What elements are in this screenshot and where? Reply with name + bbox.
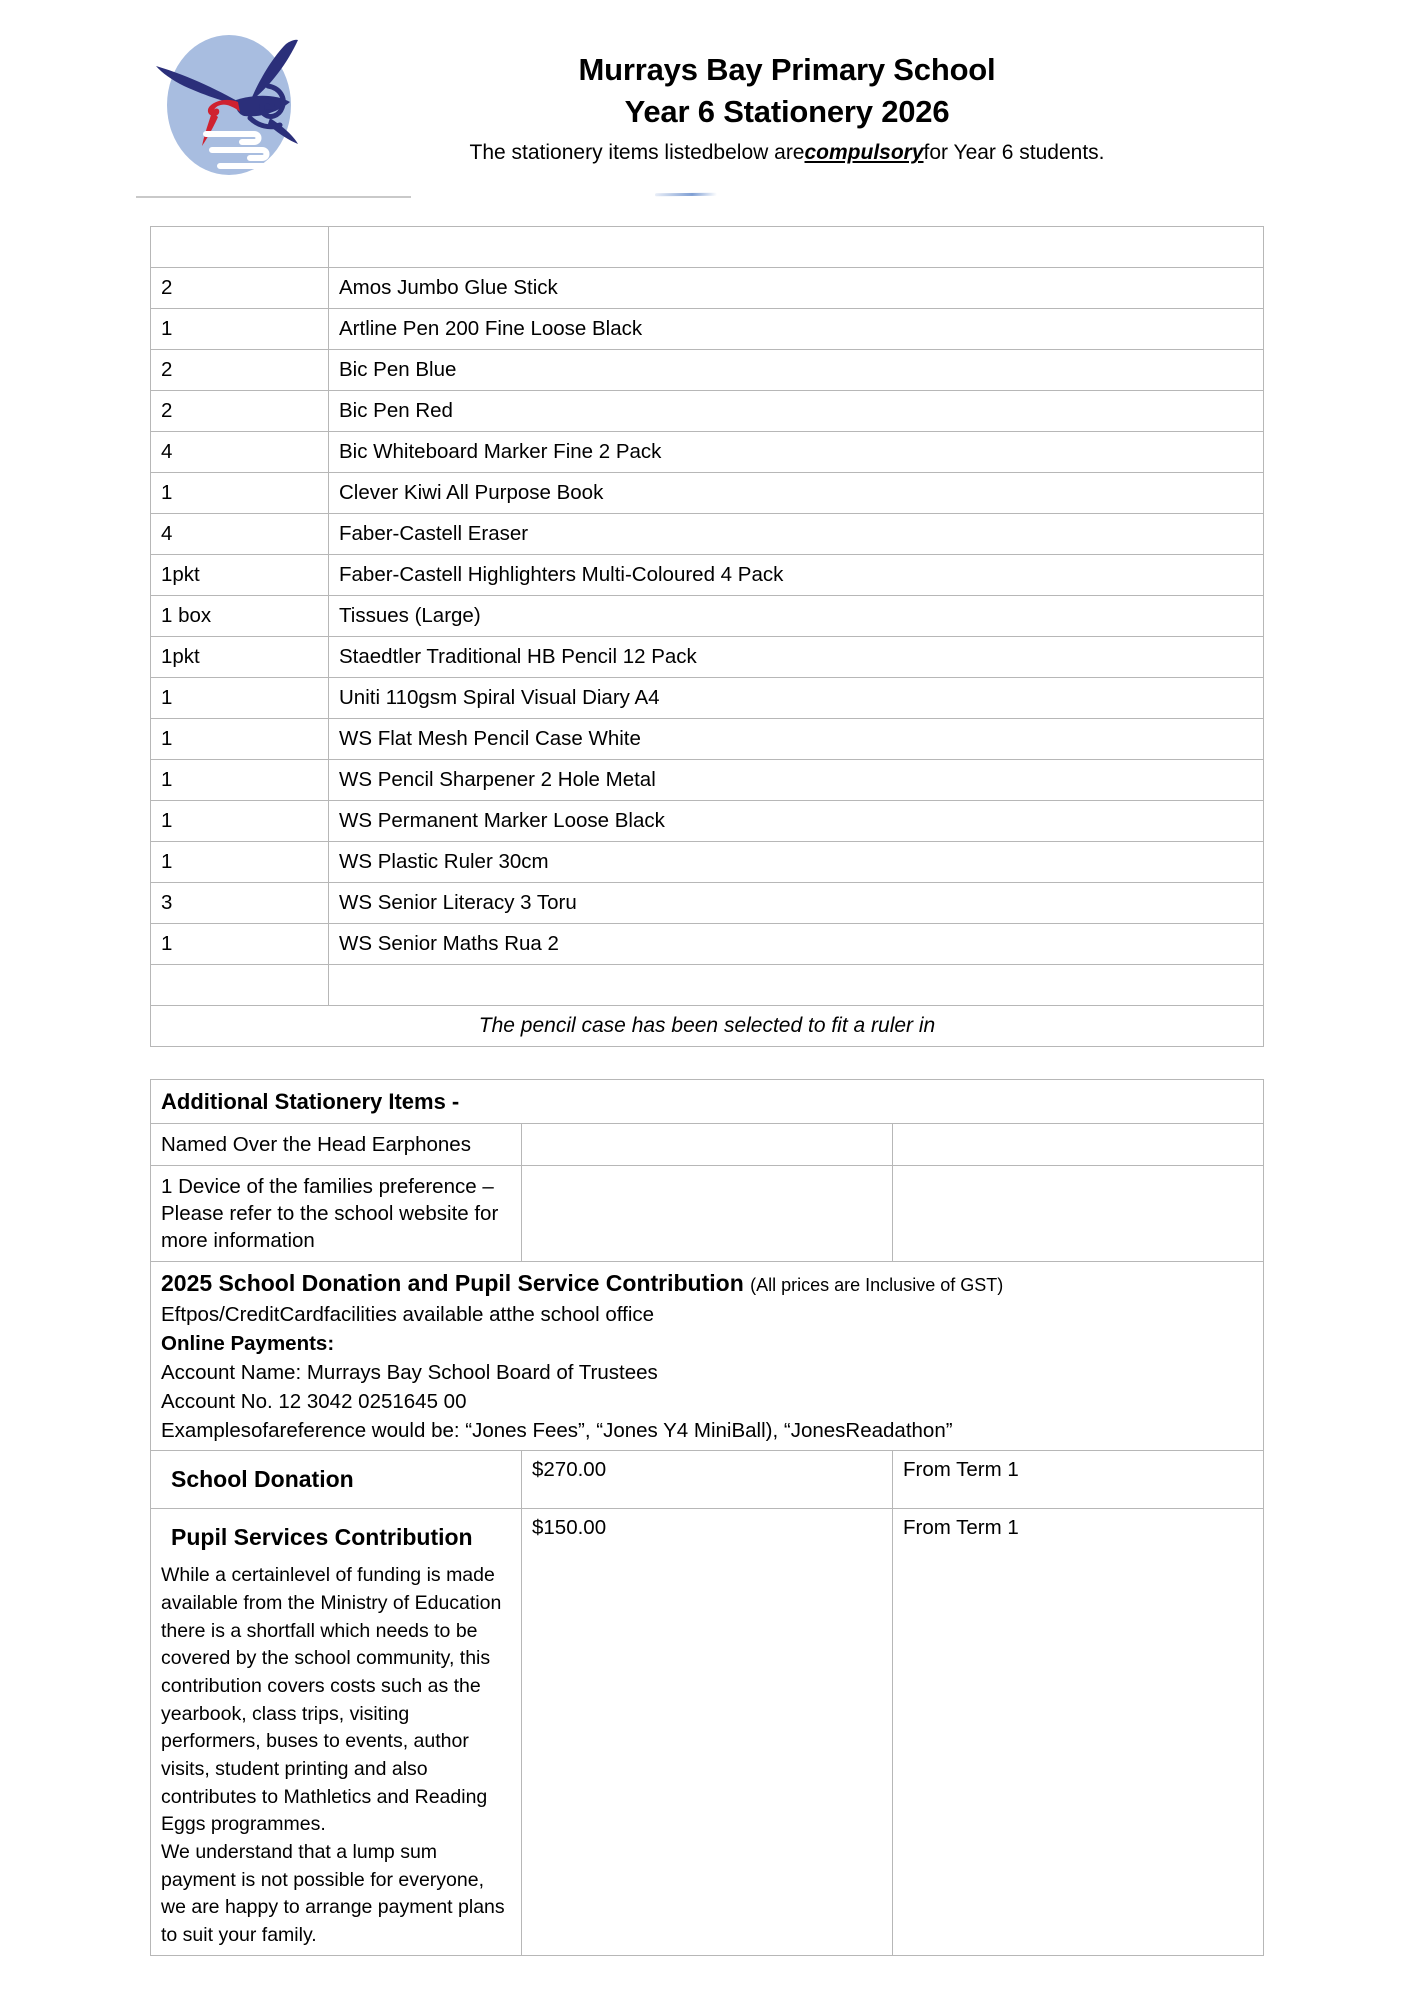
table-row [151,842,1264,883]
item-quantity: 3 [151,883,329,924]
additional-item-label: Named Over the Head Earphones [151,1124,522,1166]
item-description: WS Permanent Marker Loose Black [329,801,1264,842]
additional-item-col-c [893,1124,1264,1166]
additional-table-body [151,1080,1264,1956]
compulsory-note-suffix: for Year 6 students. [923,141,1105,165]
fee-amount: $150.00 [522,1508,893,1955]
online-payments-label: Online Payments: [161,1331,335,1355]
item-description: Uniti 110gsm Spiral Visual Diary A4 [329,678,1264,719]
donation-headline [161,1267,1253,1300]
stationery-table-body [151,227,1264,1047]
account-name: Account Name: Murrays Bay School Board of Trustees [161,1361,658,1385]
item-header-cell [329,227,1264,268]
account-number: Account No. 12 3042 0251645 00 [161,1390,467,1414]
item-description: Bic Pen Blue [329,350,1264,391]
item-quantity: 1 [151,801,329,842]
fee-amount: $270.00 [522,1451,893,1508]
qty-header-cell [151,227,329,268]
blank-qty-cell [151,965,329,1006]
item-quantity: 1 [151,309,329,350]
table-row-header-blank [151,227,1264,268]
item-quantity: 2 [151,268,329,309]
compulsory-emphasis: compulsory [804,141,924,165]
table-row [151,391,1264,432]
blank-item-cell [329,965,1264,1006]
table-row [151,678,1264,719]
fee-term: From Term 1 [893,1451,1264,1508]
item-description: WS Pencil Sharpener 2 Hole Metal [329,760,1264,801]
additional-item-label: 1 Device of the families preference – Please refer to the school website for more information [151,1166,522,1262]
scan-artifact-rule [136,196,411,198]
fee-description-cell [151,1508,522,1955]
item-quantity: 1 [151,473,329,514]
fee-row-pupil-services [151,1508,1264,1955]
table-row [151,801,1264,842]
additional-item-col-b [522,1166,893,1262]
item-quantity: 1 box [151,596,329,637]
item-description: WS Senior Literacy 3 Toru [329,883,1264,924]
scan-artifact-mark [655,193,717,197]
additional-item-row [151,1166,1264,1262]
stationery-footer-note: The pencil case has been selected to fit a ruler in [151,1006,1264,1047]
fee-label: Pupil Services Contribution [171,1523,473,1550]
table-row [151,596,1264,637]
additional-and-donation-table [150,1079,1264,1956]
table-row [151,309,1264,350]
item-description: Faber-Castell Highlighters Multi-Coloured 4 Pack [329,555,1264,596]
item-quantity: 2 [151,350,329,391]
additional-heading-row [151,1080,1264,1124]
fee-row-school-donation [151,1451,1264,1508]
additional-item-col-b [522,1124,893,1166]
item-description: Faber-Castell Eraser [329,514,1264,555]
reference-examples: Examplesofareference would be: “Jones Fees”, “Jones Y4 MiniBall), “JonesReadathon” [161,1419,953,1443]
table-row [151,719,1264,760]
header-text-block [310,22,1414,167]
fee-body [161,1560,511,1950]
item-description: Artline Pen 200 Fine Loose Black [329,309,1264,350]
item-quantity: 1pkt [151,555,329,596]
murrays-bay-school-crest-icon [150,30,310,180]
table-row [151,514,1264,555]
table-row [151,883,1264,924]
item-description: Clever Kiwi All Purpose Book [329,473,1264,514]
eftpos-line: Eftpos/CreditCardfacilities available atthe school office [161,1302,655,1326]
item-quantity: 1 [151,760,329,801]
donation-headline-text: 2025 School Donation and Pupil Service Contribution [161,1270,744,1297]
table-row [151,350,1264,391]
table-row [151,924,1264,965]
item-description: WS Plastic Ruler 30cm [329,842,1264,883]
fee-term: From Term 1 [893,1508,1264,1955]
item-quantity: 1 [151,842,329,883]
item-description: Amos Jumbo Glue Stick [329,268,1264,309]
item-quantity: 4 [151,514,329,555]
additional-item-col-c [893,1166,1264,1262]
document-header [0,0,1414,180]
fee-body-paragraph: While a certainlevel of funding is made available from the Ministry of Education there is a shortfall which needs to be covered by the school community, this contribution covers costs such as the yearbook, class trips, visiting performers, buses to events, author visits, student printing and also contributes to Mathletics and Reading Eggs programmes. [161,1564,502,1836]
table-row-blank [151,965,1264,1006]
school-logo [150,30,310,180]
item-quantity: 1 [151,924,329,965]
fee-label: School Donation [171,1466,354,1493]
page-title: Year 6 Stationery 2026 [624,93,950,129]
table-row [151,760,1264,801]
item-quantity: 2 [151,391,329,432]
compulsory-note [310,139,1264,166]
additional-item-row [151,1124,1264,1166]
table-row [151,473,1264,514]
fee-description-cell [151,1451,522,1508]
fee-body-paragraph: We understand that a lump sum payment is not possible for everyone, we are happy to arrange payment plans to suit your family. [161,1841,505,1947]
item-description: Bic Pen Red [329,391,1264,432]
table-row [151,432,1264,473]
donation-gst-note: (All prices are Inclusive of GST) [750,1275,1004,1296]
item-quantity: 1 [151,678,329,719]
table-row [151,268,1264,309]
item-description: Staedtler Traditional HB Pencil 12 Pack [329,637,1264,678]
donation-info-row [151,1262,1264,1451]
item-quantity: 4 [151,432,329,473]
table-row [151,637,1264,678]
compulsory-note-prefix: The stationery items listedbelow are [469,141,805,165]
school-name: Murrays Bay Primary School [578,52,996,87]
additional-heading: Additional Stationery Items - [151,1080,1264,1124]
donation-info-block [151,1262,1264,1451]
item-description: WS Flat Mesh Pencil Case White [329,719,1264,760]
item-quantity: 1pkt [151,637,329,678]
item-description: Tissues (Large) [329,596,1264,637]
stationery-footer-note-row [151,1006,1264,1047]
item-description: WS Senior Maths Rua 2 [329,924,1264,965]
item-description: Bic Whiteboard Marker Fine 2 Pack [329,432,1264,473]
table-row [151,555,1264,596]
stationery-list-table [150,226,1264,1047]
item-quantity: 1 [151,719,329,760]
